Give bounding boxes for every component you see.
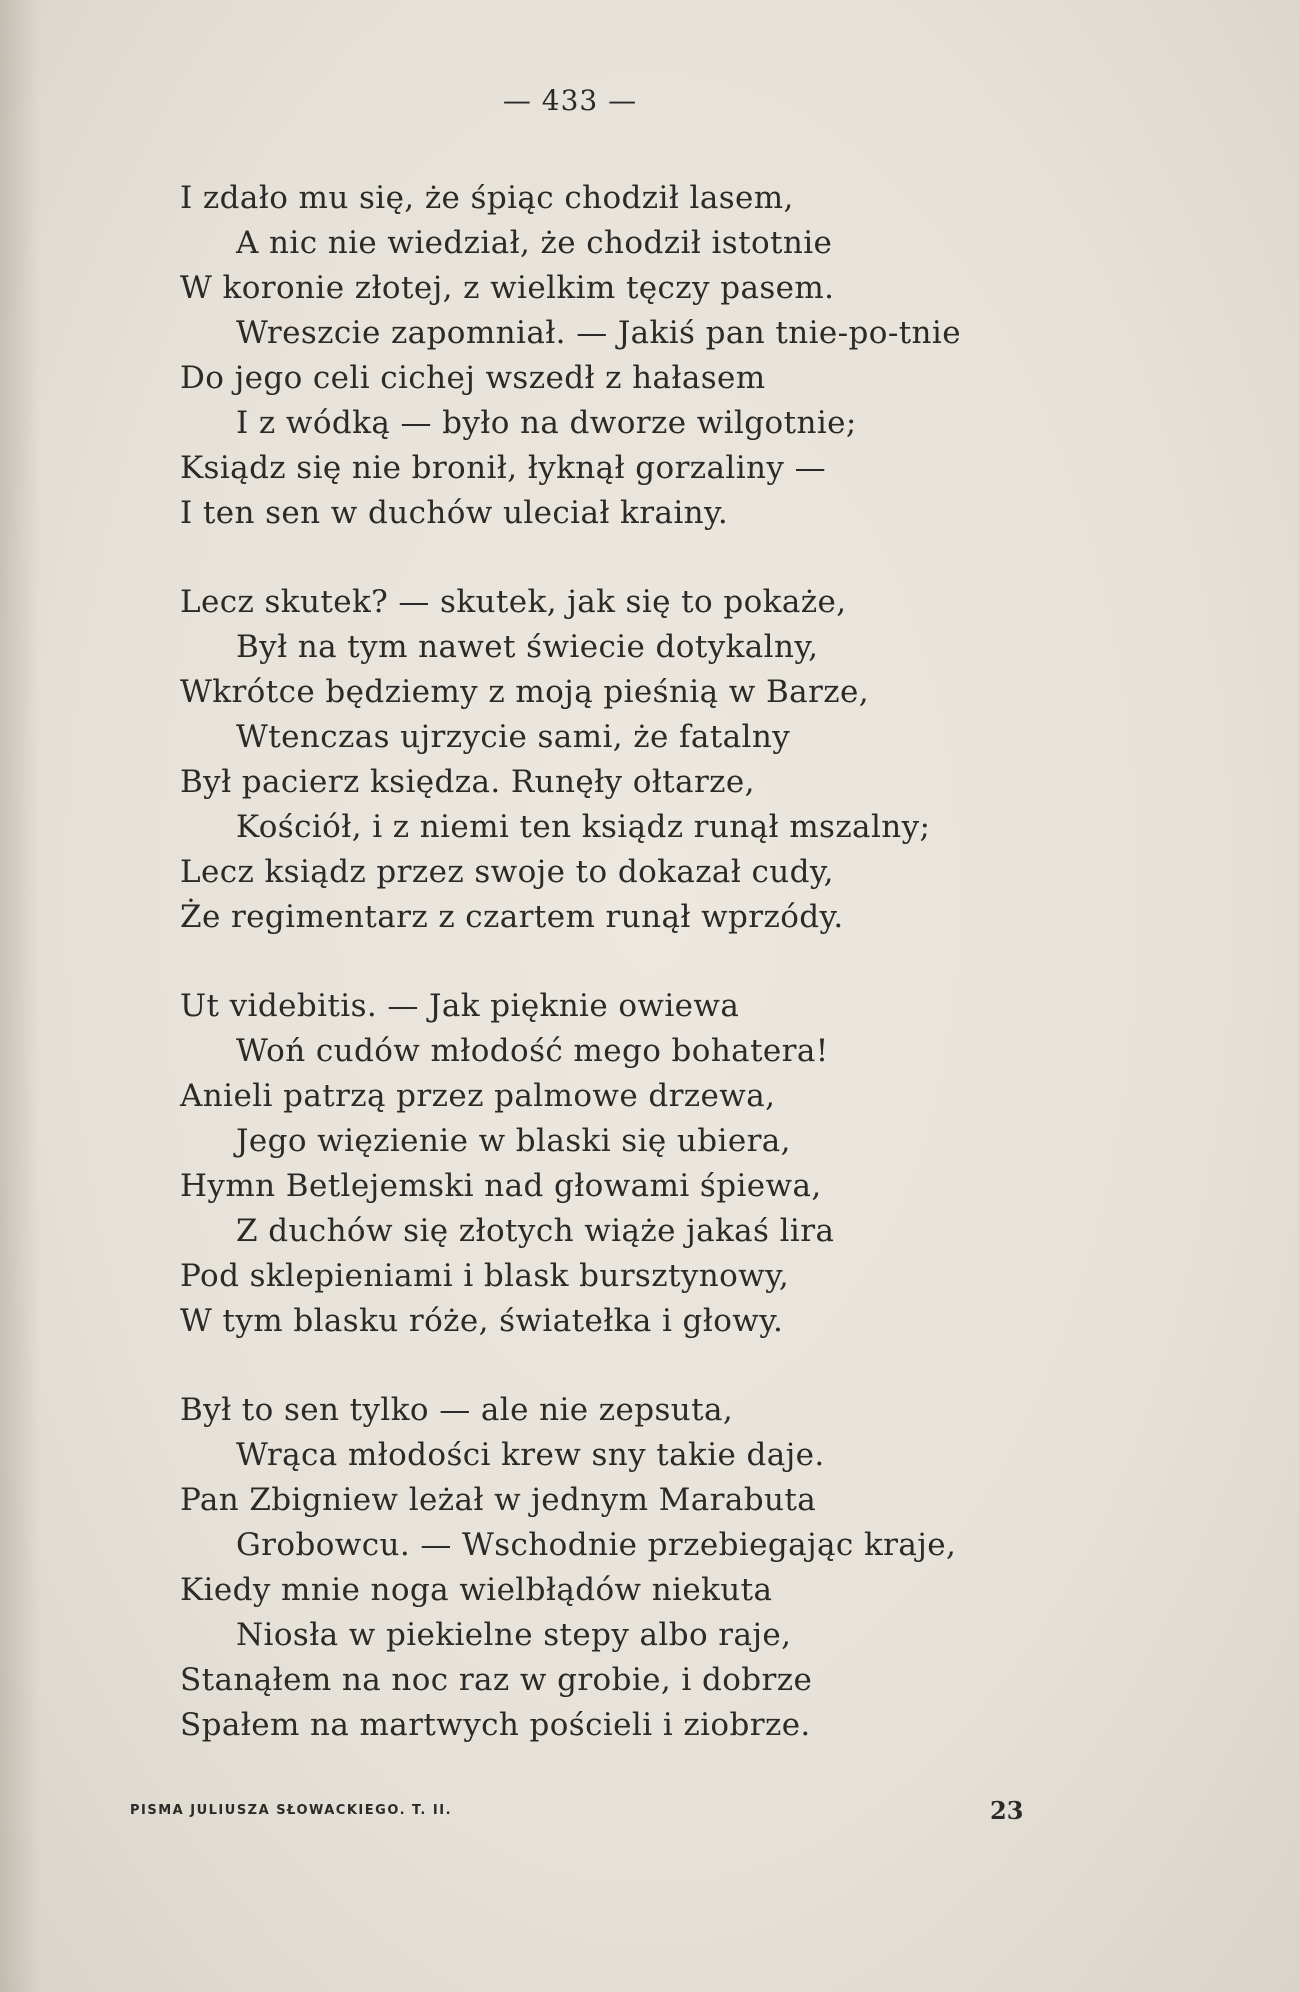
poem-line: W tym blasku róże, światełka i głowy. [180, 1303, 784, 1339]
poem-line: Stanąłem na noc raz w grobie, i dobrze [180, 1662, 813, 1698]
poem-line: Lecz ksiądz przez swoje to dokazał cudy, [180, 854, 834, 890]
poem-line: Jego więzienie w blaski się ubiera, [236, 1123, 791, 1159]
poem-line: Był pacierz księdza. Runęły ołtarze, [180, 764, 755, 800]
poem-line: Woń cudów młodość mego bohatera! [236, 1033, 829, 1069]
poem-line: Wtenczas ujrzycie sami, że fatalny [236, 719, 791, 755]
poem-line: Wrąca młodości krew sny takie daje. [236, 1437, 825, 1473]
poem-line: Wkrótce będziemy z moją pieśnią w Barze, [180, 674, 869, 710]
poem-line: I z wódką — było na dworze wilgotnie; [236, 405, 857, 441]
poem-line: A nic nie wiedział, że chodził istotnie [236, 225, 833, 261]
poem-line: Pan Zbigniew leżał w jednym Marabuta [180, 1482, 817, 1518]
poem-line: Z duchów się złotych wiąże jakaś lira [236, 1213, 835, 1249]
signature-mark: 23 [990, 1796, 1024, 1825]
poem-line: Grobowcu. — Wschodnie przebiegając kraje, [236, 1527, 957, 1563]
poem-line: Anieli patrzą przez palmowe drzewa, [180, 1078, 776, 1114]
stanza [180, 176, 1180, 536]
poem-line: Kościół, i z niemi ten ksiądz runął mszalny; [236, 809, 931, 845]
poem-line: Kiedy mnie noga wielbłądów niekuta [180, 1572, 773, 1608]
page-number: — 433 — [502, 84, 638, 117]
poem-line: Niosła w piekielne stepy albo raje, [236, 1617, 792, 1653]
poem-line: Że regimentarz z czartem runął wprzódy. [180, 899, 844, 935]
poem-line: Spałem na martwych pościeli i ziobrze. [180, 1707, 811, 1743]
spine-shadow [0, 0, 40, 1992]
stanza [180, 1388, 1180, 1748]
poem-line: Był to sen tylko — ale nie zepsuta, [180, 1392, 734, 1428]
poem-line: Pod sklepieniami i blask bursztynowy, [180, 1258, 790, 1294]
poem-line: Hymn Betlejemski nad głowami śpiewa, [180, 1168, 822, 1204]
poem-line: I zdało mu się, że śpiąc chodził lasem, [180, 180, 794, 216]
poem-body [180, 176, 1180, 1792]
stanza [180, 984, 1180, 1344]
poem-line: Ut videbitis. — Jak pięknie owiewa [180, 988, 740, 1024]
footer-title: PISMA JULIUSZA SŁOWACKIEGO. T. II. [130, 1803, 453, 1818]
poem-line: Był na tym nawet świecie dotykalny, [236, 629, 819, 665]
poem-line: I ten sen w duchów uleciał krainy. [180, 495, 729, 531]
poem-line: Lecz skutek? — skutek, jak się to pokaże, [180, 584, 847, 620]
poem-line: Ksiądz się nie bronił, łyknął gorzaliny — [180, 450, 826, 486]
poem-line: W koronie złotej, z wielkim tęczy pasem. [180, 270, 835, 306]
poem-line: Do jego celi cichej wszedł z hałasem [180, 360, 766, 396]
stanza [180, 580, 1180, 940]
poem-line: Wreszcie zapomniał. — Jakiś pan tnie-po-tnie [236, 315, 961, 351]
